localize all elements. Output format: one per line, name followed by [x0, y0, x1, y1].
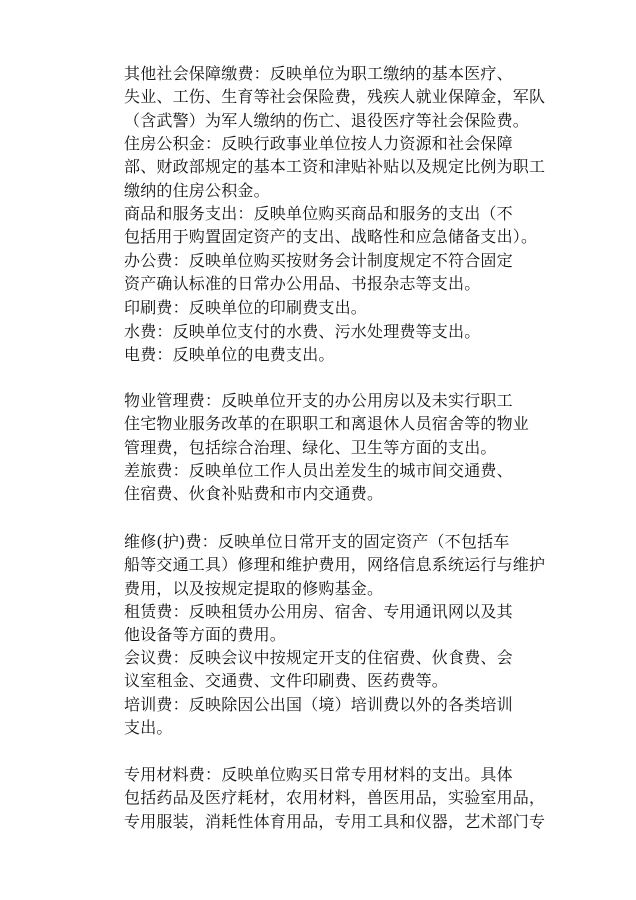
paragraph-travel	[92, 459, 544, 506]
text-line: 电费：反映单位的电费支出。	[124, 345, 335, 364]
text-line: 物业管理费：反映单位开支的办公用房以及未实行职工	[124, 391, 513, 410]
paragraph-electricity	[92, 343, 544, 366]
text-line: （含武警）为军人缴纳的伤亡、退役医疗等社会保险费。	[124, 110, 530, 130]
text-line: 船等交通工具）修理和维护费用，网络信息系统运行与维护	[124, 555, 546, 575]
text-line: 支出。	[124, 718, 173, 738]
paragraph-other-social-security	[92, 62, 544, 132]
paragraph-meeting	[92, 646, 544, 693]
paragraph-special-materials	[92, 763, 544, 833]
text-line: 缴纳的住房公积金。	[124, 180, 270, 200]
text-line: 管理费，包括综合治理、绿化、卫生等方面的支出。	[124, 437, 497, 457]
text-line: 资产确认标准的日常办公用品、书报杂志等支出。	[124, 274, 481, 294]
text-line: 包括用于购置固定资产的支出、战略性和应急储备支出）。	[124, 227, 538, 247]
paragraph-housing-fund	[92, 132, 544, 202]
paragraph-goods-services	[92, 202, 544, 249]
text-line: 印刷费：反映单位的印刷费支出。	[124, 298, 368, 317]
text-line: 他设备等方面的费用。	[124, 625, 287, 645]
text-line: 失业、工伤、生育等社会保险费，残疾人就业保障金，军队	[124, 87, 546, 107]
text-line: 维修(护)费：反映单位日常开支的固定资产（不包括车	[124, 532, 510, 551]
text-line: 租赁费：反映租赁办公用房、宿舍、专用通讯网以及其	[124, 602, 513, 621]
paragraph-training	[92, 693, 544, 740]
paragraph-rental	[92, 600, 544, 647]
text-line: 住宿费、伙食补贴费和市内交通费。	[124, 484, 384, 504]
text-line: 商品和服务支出：反映单位购买商品和服务的支出（不	[124, 204, 513, 223]
text-line: 专用材料费：反映单位购买日常专用材料的支出。具体	[124, 765, 513, 784]
text-line: 议室租金、交通费、文件印刷费、医药费等。	[124, 671, 449, 691]
text-line: 培训费：反映除因公出国（境）培训费以外的各类培训	[124, 695, 513, 714]
paragraph-maintenance	[92, 530, 544, 600]
text-line: 水费：反映单位支付的水费、污水处理费等支出。	[124, 322, 481, 341]
text-line: 部、财政部规定的基本工资和津贴补贴以及规定比例为职工	[124, 157, 546, 177]
text-line: 费用，以及按规定提取的修购基金。	[124, 578, 384, 598]
text-line: 其他社会保障缴费：反映单位为职工缴纳的基本医疗、	[124, 64, 513, 83]
text-line: 会议费：反映会议中按规定开支的住宿费、伙食费、会	[124, 648, 513, 667]
text-line: 差旅费：反映单位工作人员出差发生的城市间交通费、	[124, 461, 513, 480]
text-line: 专用服装，消耗性体育用品，专用工具和仪器，艺术部门专	[124, 811, 546, 831]
text-line: 办公费：反映单位购买按财务会计制度规定不符合固定	[124, 251, 513, 270]
text-line: 包括药品及医疗耗材，农用材料，兽医用品，实验室用品，	[124, 788, 546, 808]
paragraph-printing	[92, 296, 544, 319]
paragraph-water	[92, 320, 544, 343]
paragraph-office-expense	[92, 249, 544, 296]
text-line: 住宅物业服务改革的在职职工和离退休人员宿舍等的物业	[124, 414, 530, 434]
text-line: 住房公积金：反映行政事业单位按人力资源和社会保障	[124, 134, 513, 153]
paragraph-property-management	[92, 389, 544, 459]
